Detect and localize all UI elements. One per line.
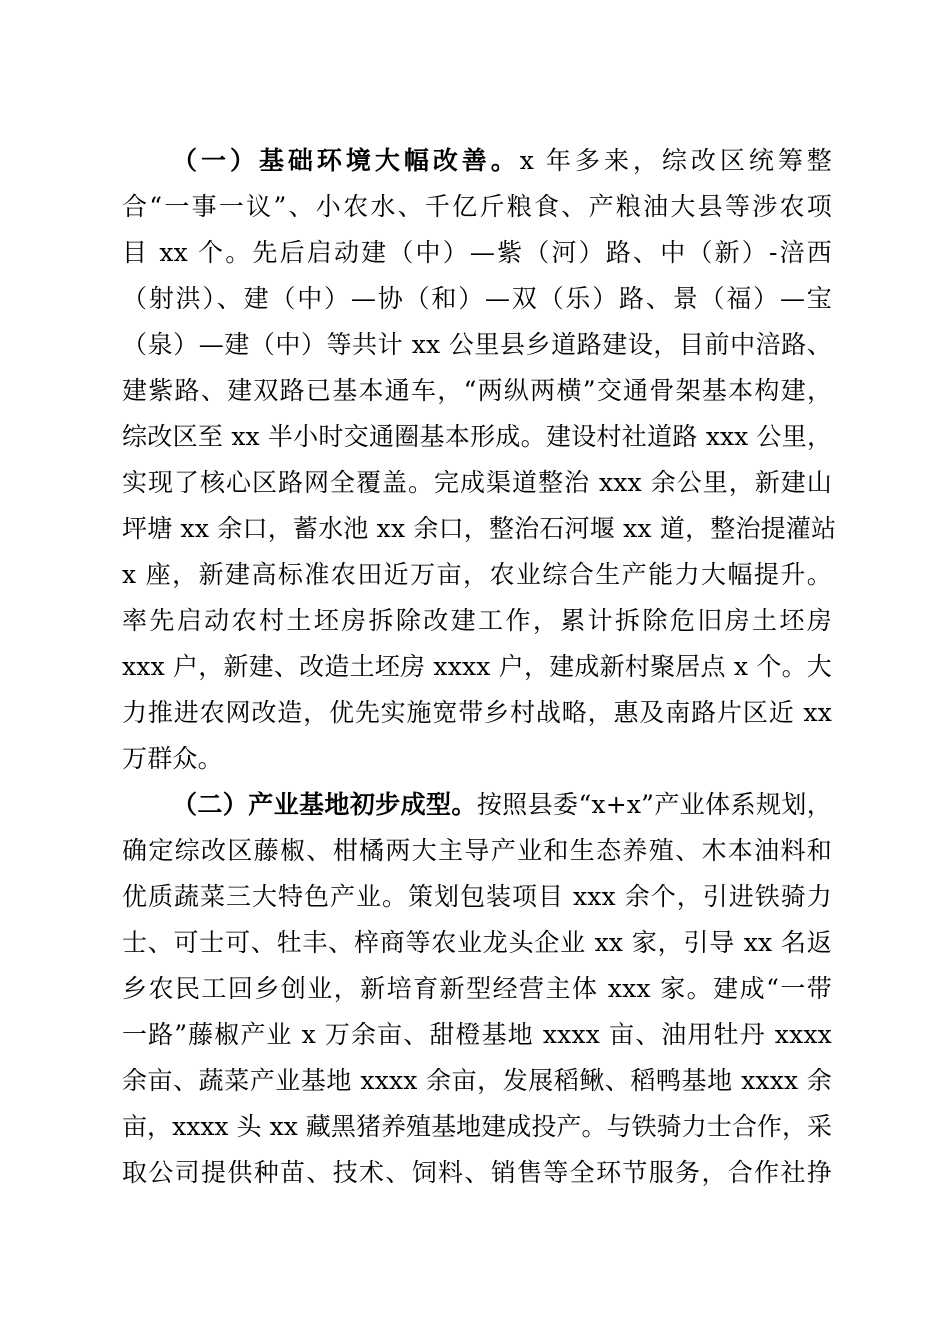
paragraph-2-line-5: 乡农民工回乡创业，新培育新型经营主体 xxx 家。建成“一带 [122, 974, 832, 1003]
paragraph-1-line-10: x 座，新建高标准农田近万亩，农业综合生产能力大幅提升。 [122, 560, 832, 589]
paragraph-1-line-13: 力推进农网改造，优先实施宽带乡村战略，惠及南路片区近 xx [122, 698, 832, 727]
paragraph-2-line-1 [172, 785, 832, 825]
paragraph-1-line-6: 建紫路、建双路已基本通车，“两纵两横”交通骨架基本构建， [122, 376, 832, 405]
paragraph-1-line-8: 实现了核心区路网全覆盖。完成渠道整治 xxx 余公里，新建山 [122, 468, 832, 497]
paragraph-2-line-3: 优质蔬菜三大特色产业。策划包装项目 xxx 余个，引进铁骑力 [122, 882, 832, 911]
paragraph-1-heading: （一）基础环境大幅改善。 [172, 146, 520, 175]
paragraph-2-line-7: 余亩、蔬菜产业基地 xxxx 余亩，发展稻鳅、稻鸭基地 xxxx 余 [122, 1066, 832, 1095]
paragraph-1-line-12: xxx 户，新建、改造土坯房 xxxx 户，建成新村聚居点 x 个。大 [122, 652, 832, 681]
paragraph-1-line-3: 目 xx 个。先后启动建（中）—紫（河）路、中（新）-涪西 [122, 238, 832, 267]
paragraph-1-line-2: 合“一事一议”、小农水、千亿斤粮食、产粮油大县等涉农项 [122, 192, 832, 221]
paragraph-2-line-8: 亩，xxxx 头 xx 藏黑猪养殖基地建成投产。与铁骑力士合作，采 [122, 1112, 832, 1141]
paragraph-1-line-5: （泉）—建（中）等共计 xx 公里县乡道路建设，目前中涪路、 [122, 330, 832, 359]
paragraph-2-line-4: 士、可士可、牡丰、梓商等农业龙头企业 xx 家，引导 xx 名返 [122, 928, 832, 957]
paragraph-2-heading: （二）产业基地初步成型。 [172, 790, 477, 819]
paragraph-1-line-7: 综改区至 xx 半小时交通圈基本形成。建设村社道路 xxx 公里， [122, 422, 832, 451]
paragraph-2-line-6: 一路”藤椒产业 x 万余亩、甜橙基地 xxxx 亩、油用牡丹 xxxx [122, 1020, 832, 1049]
paragraph-2-line-2: 确定综改区藤椒、柑橘两大主导产业和生态养殖、木本油料和 [122, 836, 832, 865]
paragraph-1-line-9: 坪塘 xx 余口，蓄水池 xx 余口，整治石河堰 xx 道，整治提灌站 [122, 514, 837, 543]
paragraph-2-text: 按照县委“x+x”产业体系规划， [476, 790, 832, 819]
paragraph-1-line-11: 率先启动农村土坯房拆除改建工作，累计拆除危旧房土坯房 [122, 606, 832, 635]
paragraph-1-text: x 年多来，综改区统筹整 [519, 146, 833, 175]
paragraph-1-line-4: （射洪）、建（中）—协（和）—双（乐）路、景（福）—宝 [122, 284, 832, 313]
paragraph-1-line-1 [172, 141, 832, 181]
paragraph-2-line-9: 取公司提供种苗、技术、饲料、销售等全环节服务，合作社挣 [122, 1158, 832, 1187]
paragraph-1-line-14: 万群众。 [122, 744, 223, 773]
